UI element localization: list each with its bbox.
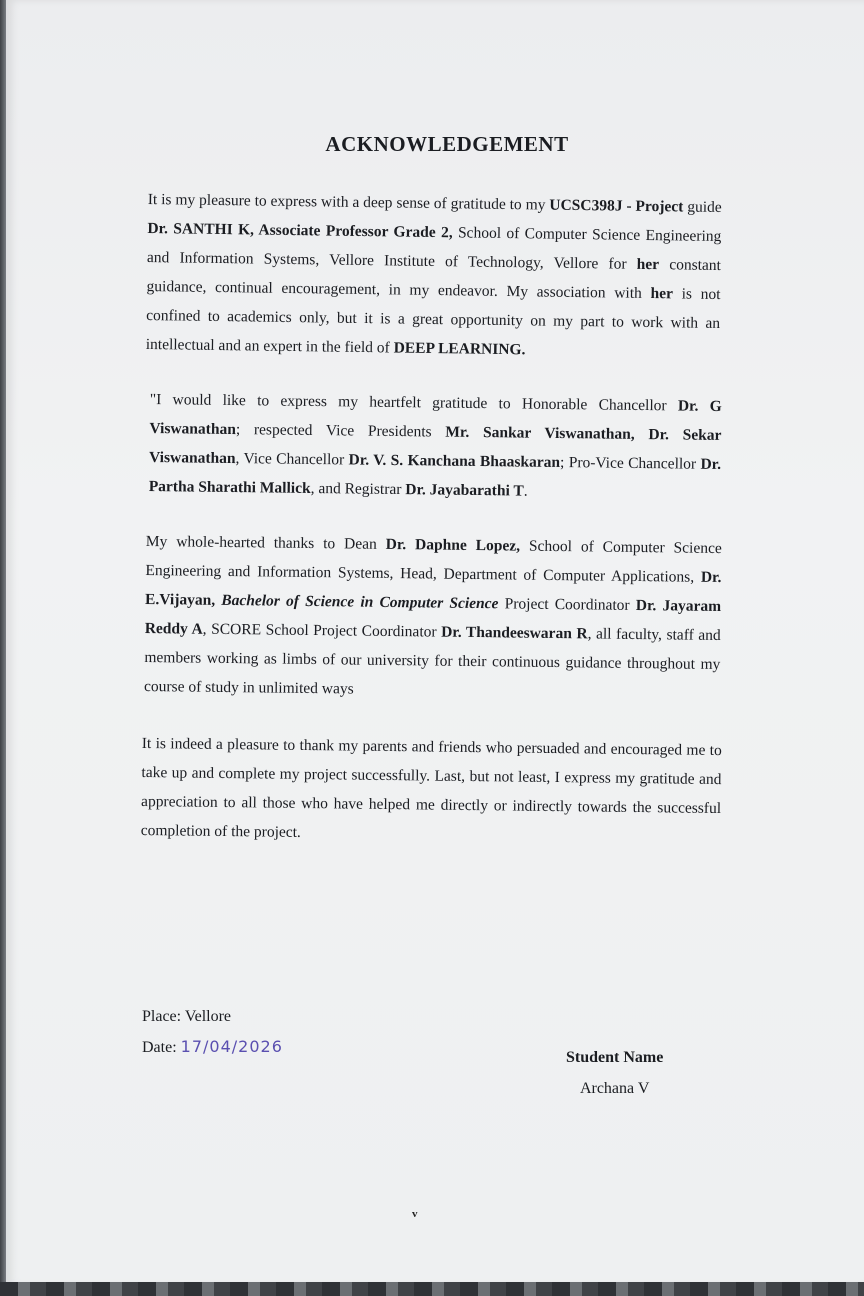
page-bottom-edge	[0, 1282, 864, 1296]
date-line	[142, 1032, 283, 1063]
student-name: Archana V	[579, 1080, 650, 1097]
paragraph-faculty-thanks: My whole-hearted thanks to Dean Dr. Daphne Lopez, School of Computer Science Engineering and Information Systems, Head, Department of Computer Applications, Dr. E.Vijayan, Bachelor of Science in Computer Science Project Coordinator Dr. Jayaram Reddy A, SCORE School Project Coordinator Dr. Thandeeswaran R, all faculty, staff and members working as limbs of our university for their continuous guidance throughout my course of study in unlimited ways	[143, 532, 722, 698]
place-line	[142, 1002, 283, 1032]
signature-label: Student Name	[566, 1049, 664, 1066]
document-content	[140, 120, 722, 871]
paragraph-family-thanks: It is indeed a pleasure to thank my parents and friends who persuaded and encouraged me to take up and complete my project successfully. Last, but not least, I express my gratitude and appreciation to all those who have helped me directly or indirectly towards the successful completion of the project.	[140, 734, 722, 841]
date-label: Date:	[142, 1039, 177, 1056]
date-value-handwritten: 17/04/2026	[180, 1037, 283, 1056]
paragraph-chancellor-thanks: "I would like to express my heartfelt gratitude to Honorable Chancellor Dr. G Viswanathan; respected Vice Presidents Mr. Sankar Viswanathan, Dr. Sekar Viswanathan, Vice Chancellor Dr. V. S. Kanchana Bhaaskaran; Pro-Vice Chancellor Dr. Partha Sharathi Mallick, and Registrar Dr. Jayabarathi T.	[148, 390, 722, 500]
place-value: Vellore	[184, 1008, 232, 1025]
place-date-block	[142, 1002, 283, 1063]
paragraph-guide-thanks: It is my pleasure to express with a deep sense of gratitude to my UCSC398J - Project guide Dr. SANTHI K, Associate Professor Grade 2, School of Computer Science Engineering and Information Systems, Vellore Institute of Technology, Vellore for her constant guidance, continual encouragement, in my endeavor. My association with her is not confined to academics only, but it is a great opportunity on my part to work with an intellectual and an expert in the field of DEEP LEARNING.	[145, 190, 722, 359]
signature-block	[566, 1042, 663, 1104]
page-number: v	[412, 1208, 418, 1220]
place-label: Place:	[142, 1008, 182, 1025]
page-title: ACKNOWLEDGEMENT	[325, 132, 569, 156]
